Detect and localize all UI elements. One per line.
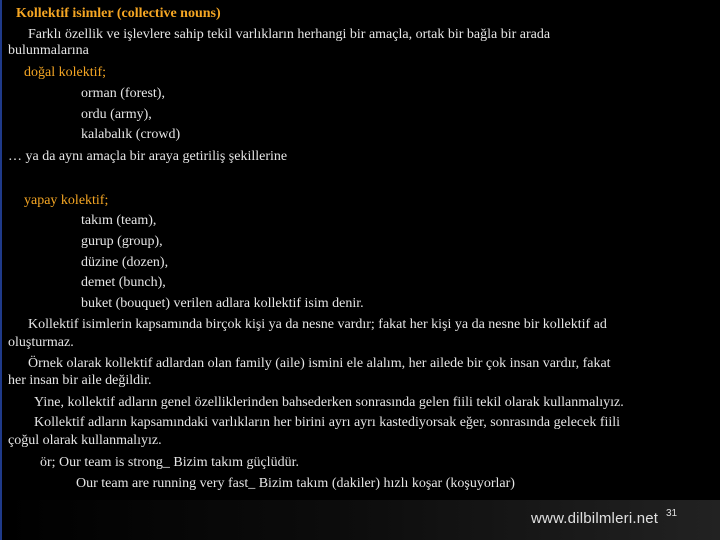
page-number: 31 bbox=[666, 508, 678, 519]
text-line: Örnek olarak kollektif adlardan olan family (aile) ismini ele alalım, her ailede bir çok insan vardır, fakat bbox=[28, 356, 611, 371]
list-item: demet (bunch), bbox=[81, 275, 166, 290]
text-line: bulunmalarına bbox=[8, 43, 89, 58]
list-item: takım (team), bbox=[81, 213, 157, 228]
site-url: www.dilbilmleri.net bbox=[531, 510, 659, 527]
text-line: oluşturmaz. bbox=[8, 335, 74, 350]
example-line: Our team are running very fast_ Bizim takım (dakiler) hızlı koşar (koşuyorlar) bbox=[76, 476, 515, 491]
slide-title: Kollektif isimler (collective nouns) bbox=[16, 6, 221, 21]
text-line: çoğul olarak kullanmalıyız. bbox=[8, 433, 162, 448]
list-item: orman (forest), bbox=[81, 86, 165, 101]
subheading-artificial-collective: yapay kolektif; bbox=[24, 193, 109, 208]
text-line: her insan bir aile değildir. bbox=[8, 373, 152, 388]
subheading-natural-collective: doğal kolektif; bbox=[24, 65, 107, 80]
list-item: kalabalık (crowd) bbox=[81, 127, 181, 142]
list-item: ordu (army), bbox=[81, 107, 152, 122]
text-line: Kollektif adların kapsamındaki varlıkların her birini ayrı ayrı kastediyorsak eğer, sonrasında gelecek fiili bbox=[34, 415, 621, 430]
example-line: ör; Our team is strong_ Bizim takım güçlüdür. bbox=[40, 455, 299, 470]
text-line: Farklı özellik ve işlevlere sahip tekil varlıkların herhangi bir amaçla, ortak bir bağla bir arada bbox=[28, 27, 551, 42]
text-line: … ya da aynı amaçla bir araya getiriliş şekillerine bbox=[8, 149, 288, 164]
list-item: gurup (group), bbox=[81, 234, 163, 249]
list-item: buket (bouquet) verilen adlara kollektif isim denir. bbox=[81, 296, 364, 311]
list-item: düzine (dozen), bbox=[81, 255, 169, 270]
text-line: Yine, kollektif adların genel özelliklerinden bahsederken sonrasında gelen fiili tekil olarak kullanmalıyız. bbox=[34, 395, 624, 410]
text-line: Kollektif isimlerin kapsamında birçok kişi ya da nesne vardır; fakat her kişi ya da nesne bir kollektif ad bbox=[28, 317, 607, 332]
